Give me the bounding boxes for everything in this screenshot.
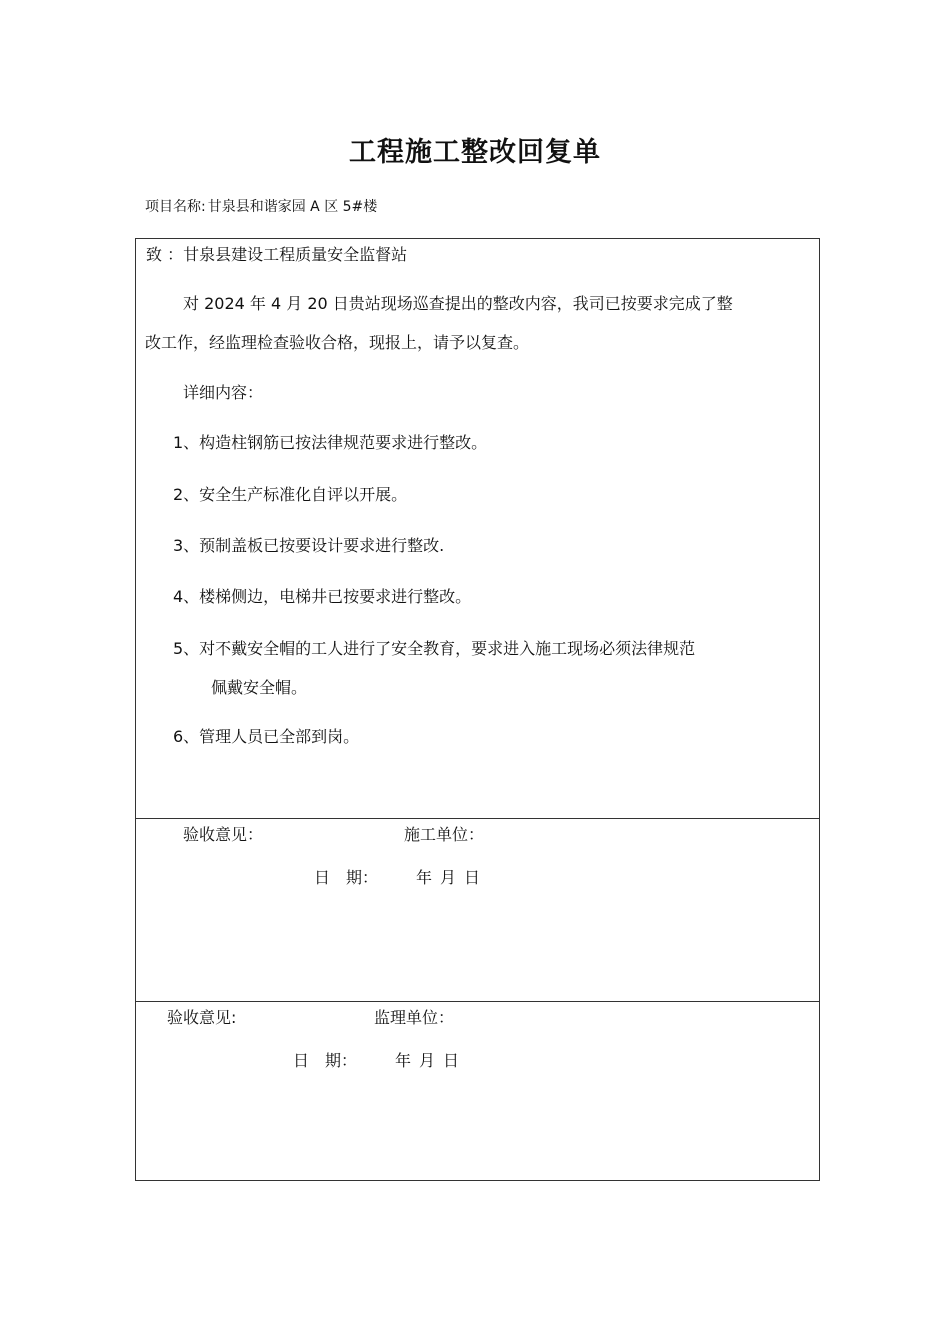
supervision-unit-section	[136, 1002, 819, 1180]
project-name-line	[145, 196, 377, 216]
rectification-content-section	[136, 239, 819, 819]
project-name-label: 项目名称:	[145, 199, 206, 215]
construction-date-label: 日 期：	[314, 868, 379, 887]
construction-unit-section	[136, 819, 819, 1002]
detail-item-3: 3、预制盖板已按要设计要求进行整改.	[173, 536, 445, 555]
supervision-opinion-label: 验收意见:	[167, 1008, 237, 1027]
supervision-unit-label: 监理单位：	[374, 1008, 455, 1027]
detail-content-label: 详细内容：	[183, 383, 264, 402]
supervision-date-label: 日 期：	[293, 1051, 358, 1070]
construction-date-day: 日	[464, 868, 481, 887]
intro-paragraph-line-1: 对 2024 年 4 月 20 日贵站现场巡查提出的整改内容，我司已按要求完成了整	[183, 294, 733, 313]
construction-unit-label: 施工单位：	[404, 825, 485, 844]
intro-paragraph-line-2: 改工作，经监理检查验收合格，现报上，请予以复查。	[145, 333, 530, 352]
rectification-form-table	[135, 238, 820, 1181]
detail-item-4: 4、楼梯侧边，电梯井已按要求进行整改。	[173, 587, 472, 606]
supervision-date-line	[293, 1048, 459, 1071]
construction-date-line	[314, 865, 480, 888]
detail-item-6: 6、管理人员已全部到岗。	[173, 727, 360, 746]
supervision-date-year: 年	[395, 1051, 412, 1070]
construction-date-month: 月	[440, 868, 457, 887]
project-name-value: 甘泉县和谐家园 A 区 5#楼	[207, 199, 378, 215]
page-title: 工程施工整改回复单	[349, 137, 601, 168]
construction-date-year: 年	[416, 868, 433, 887]
detail-item-5-continuation: 佩戴安全帽。	[211, 678, 308, 697]
detail-item-5: 5、对不戴安全帽的工人进行了安全教育，要求进入施工现场必须法律规范	[173, 639, 696, 658]
detail-item-2: 2、安全生产标准化自评以开展。	[173, 485, 408, 504]
recipient-line: 致 ：甘泉县建设工程质量安全监督站	[146, 245, 408, 264]
supervision-date-month: 月	[419, 1051, 436, 1070]
detail-item-1: 1、构造柱钢筋已按法律规范要求进行整改。	[173, 433, 488, 452]
supervision-date-day: 日	[443, 1051, 460, 1070]
construction-opinion-label: 验收意见：	[183, 825, 264, 844]
